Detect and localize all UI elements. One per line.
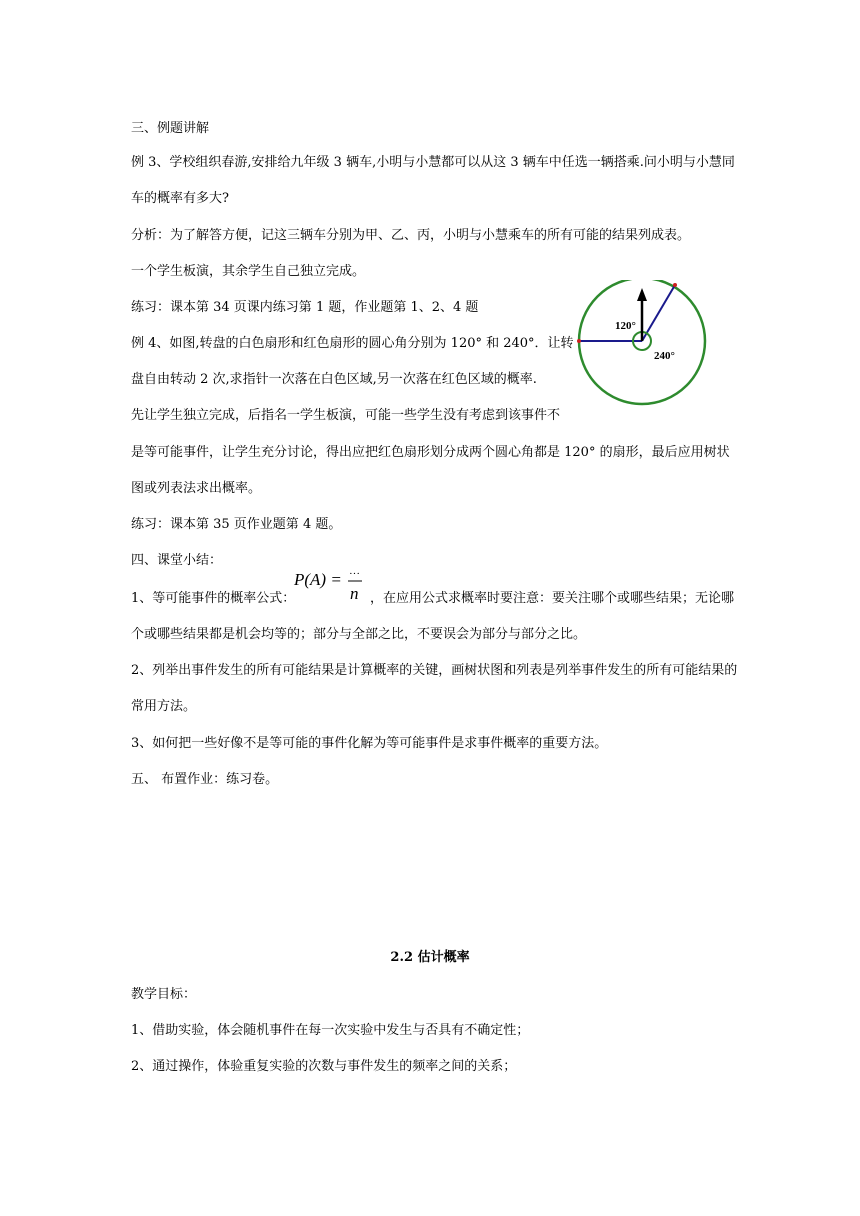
line-example4-1: 例 4、如图,转盘的白色扇形和红色扇形的圆心角分别为 120° 和 240°．让转 <box>131 336 574 351</box>
line-section5: 五、 布置作业：练习卷。 <box>131 772 279 787</box>
label-120: 120° <box>615 320 636 332</box>
formula-numerator: ··· <box>349 568 360 580</box>
point-left <box>577 339 581 343</box>
line-goal1: 1、借助实验，体会随机事件在每一次实验中发生与否具有不确定性； <box>131 1023 530 1038</box>
line-summary1-suffix: ，在应用公式求概率时要注意：要关注哪个或哪些结果；无论哪 <box>370 591 735 606</box>
probability-formula <box>292 566 372 612</box>
line-goal2: 2、通过操作，体验重复实验的次数与事件发生的频率之间的关系； <box>131 1059 517 1074</box>
formula-lhs: P(A) = <box>294 570 342 589</box>
line-practice1: 练习：课本第 34 页课内练习第 1 题，作业题第 1、2、4 题 <box>131 300 479 315</box>
point-upper-right <box>673 283 677 287</box>
line-example3-1: 例 3、学校组织春游,安排给九年级 3 辆车,小明与小慧都可以从这 3 辆车中任选一辆搭乘.问小明与小慧同 <box>131 155 735 170</box>
line-example4-4: 是等可能事件，让学生充分讨论，得出应把红色扇形划分成两个圆心角都是 120° 的扇形，最后应用树状 <box>131 445 730 460</box>
summary1-prefix: 1、等可能事件的概率公式： <box>131 591 296 606</box>
line-summary3: 3、如何把一些好像不是等可能的事件化解为等可能事件是求事件概率的重要方法。 <box>131 736 608 751</box>
line-section4-heading: 四、课堂小结： <box>131 553 223 568</box>
line-board: 一个学生板演，其余学生自己独立完成。 <box>131 264 366 279</box>
section-title-2-2: 2.2 估计概率 <box>390 950 470 965</box>
line-example4-5: 图或列表法求出概率。 <box>131 481 262 496</box>
formula-denominator: n <box>350 584 359 603</box>
line-section3-heading: 三、例题讲解 <box>131 121 210 136</box>
pointer-arrow-head <box>637 288 647 301</box>
label-240: 240° <box>654 350 675 362</box>
line-analysis: 分析：为了解答方便，记这三辆车分别为甲、乙、丙，小明与小慧乘车的所有可能的结果列成表。 <box>131 228 691 243</box>
line-goals-label: 教学目标： <box>131 987 197 1002</box>
line-example3-2: 车的概率有多大? <box>131 191 229 206</box>
line-example4-2: 盘自由转动 2 次,求指针一次落在白色区域,另一次落在红色区域的概率. <box>131 372 537 387</box>
line-example4-3: 先让学生独立完成，后指名一学生板演，可能一些学生没有考虑到该事件不 <box>131 408 561 423</box>
line-summary1-2: 个或哪些结果都是机会均等的；部分与全部之比，不要误会为部分与部分之比。 <box>131 627 587 642</box>
line-summary2-2: 常用方法。 <box>131 699 197 714</box>
line-practice2: 练习：课本第 35 页作业题第 4 题。 <box>131 517 342 532</box>
line-summary1 <box>131 591 295 607</box>
line-summary2-1: 2、列举出事件发生的所有可能结果是计算概率的关键，画树状图和列表是列举事件发生的所有可能结果的 <box>131 663 738 678</box>
spinner-figure <box>574 280 714 420</box>
